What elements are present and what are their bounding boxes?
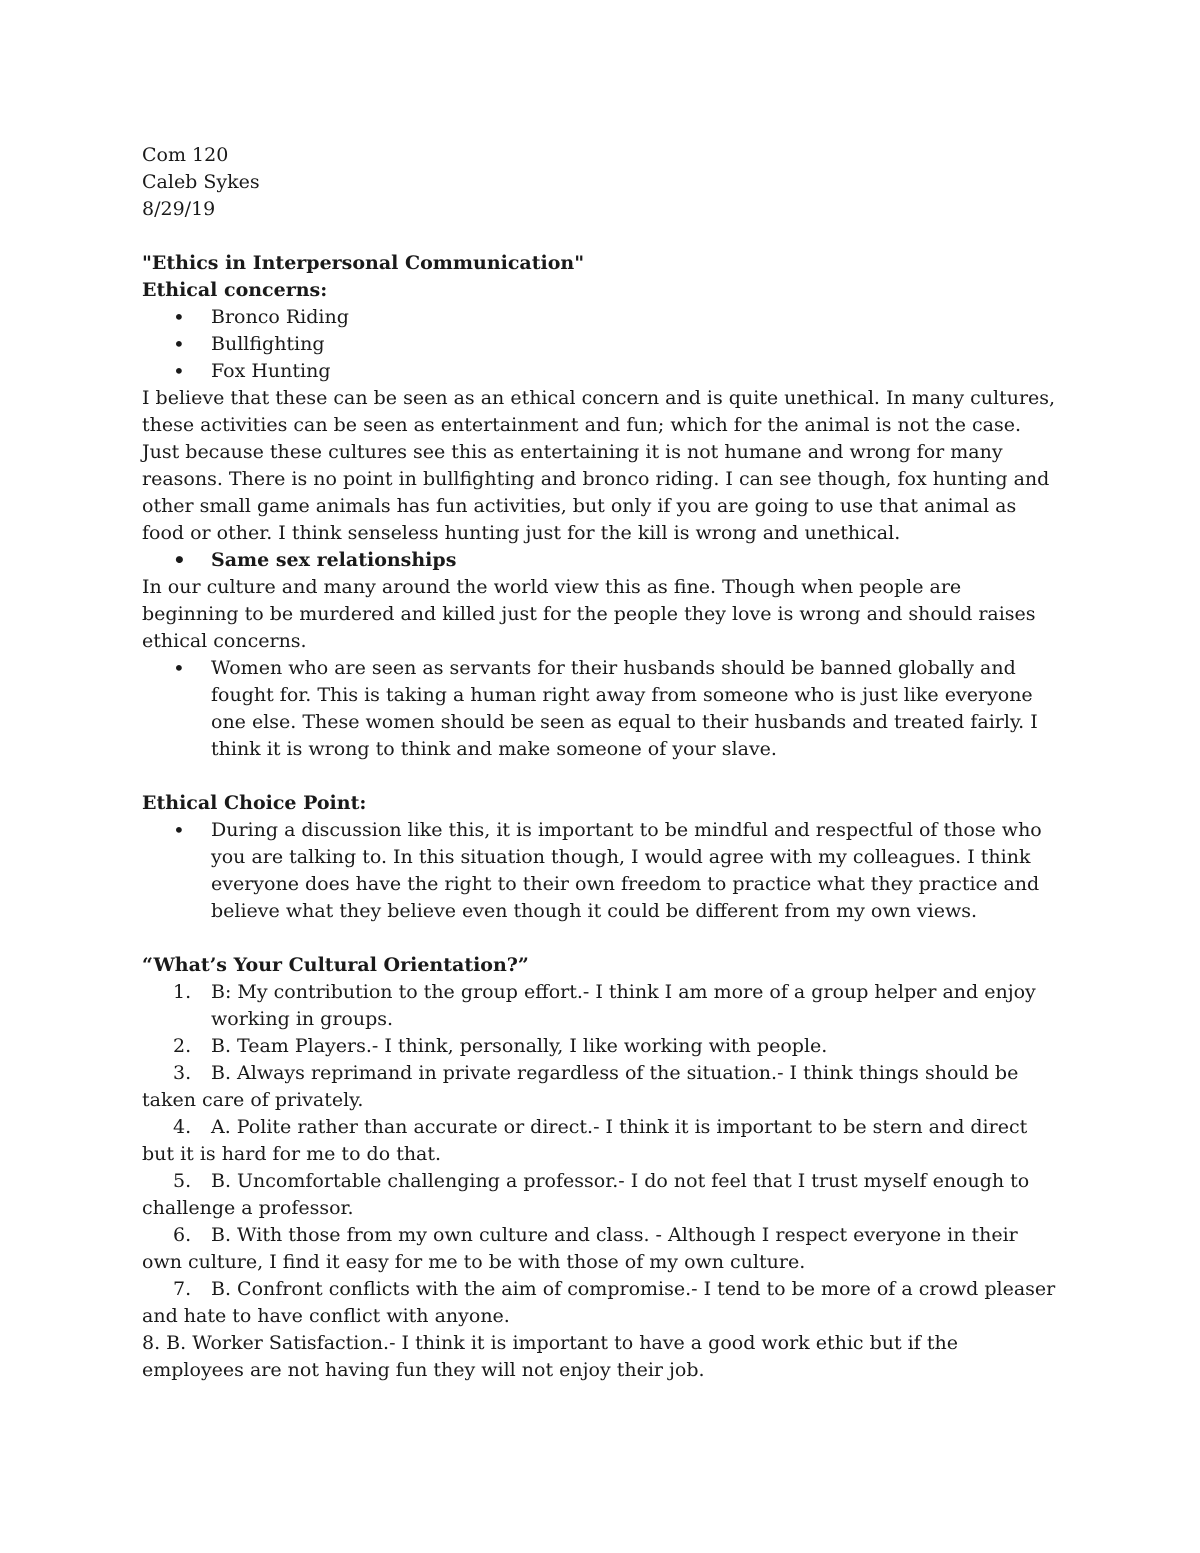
item-text: B. Uncomfortable challenging a professor.- I do not feel that I trust myself enough to challenge a professor. [142, 1170, 1030, 1219]
item-number: 6. [173, 1224, 192, 1246]
women-bullet: • Women who are seen as servants for their husbands should be banned globally and fought for. This is taking a human right away from someone who is just like everyone one else. These women should be seen as equal to their husbands and treated fairly. I think it is wrong to think and make someone of your slave. [142, 655, 1062, 763]
item-text: B. Always reprimand in private regardless of the situation.- I think things should be taken care of privately. [142, 1062, 1019, 1111]
same-sex-list [142, 547, 1062, 574]
document-date: 8/29/19 [142, 198, 216, 220]
item-text: B: My contribution to the group effort.- I think I am more of a group helper and enjoy working in groups. [211, 981, 1036, 1030]
cultural-answers-list [142, 979, 1062, 1330]
ethics-section-title: "Ethics in Interpersonal Communication" [142, 252, 585, 274]
item-text: B. Confront conflicts with the aim of compromise.- I tend to be more of a crowd pleaser and hate to have conflict with anyone. [142, 1278, 1056, 1327]
choice-point-list [142, 817, 1062, 925]
list-item [142, 1222, 1062, 1276]
item-number: 4. [173, 1116, 192, 1138]
list-item: • Bullfighting [142, 331, 1062, 358]
item-number: 2. [173, 1035, 192, 1057]
women-list [142, 655, 1062, 763]
concerns-list [142, 304, 1062, 385]
final-item: 8. B. Worker Satisfaction.- I think it is important to have a good work ethic but if the employees are not having fun they will not enjoy their job. [142, 1332, 958, 1381]
document-page [142, 142, 1062, 1384]
spacer [142, 223, 1062, 250]
same-sex-heading: • Same sex relationships [142, 547, 1062, 574]
list-item: • Bronco Riding [142, 304, 1062, 331]
list-item [142, 1033, 1062, 1060]
list-item [142, 1060, 1062, 1114]
list-item [142, 1276, 1062, 1330]
item-number: 1. [173, 981, 192, 1003]
author-name: Caleb Sykes [142, 171, 260, 193]
choice-point-heading: Ethical Choice Point: [142, 792, 367, 814]
item-text: B. Team Players.- I think, personally, I like working with people. [211, 1035, 828, 1057]
same-sex-paragraph: In our culture and many around the world view this as fine. Though when people are beginning to be murdered and killed just for the people they love is wrong and should raises ethical concerns. [142, 576, 1036, 652]
cultural-section-title: “What’s Your Cultural Orientation?” [142, 954, 529, 976]
list-item [142, 979, 1062, 1033]
choice-point-bullet: • During a discussion like this, it is important to be mindful and respectful of those who you are talking to. In this situation though, I would agree with my colleagues. I think everyone does have the right to their own freedom to practice what they practice and believe what they believe even though it could be different from my own views. [142, 817, 1062, 925]
item-number: 3. [173, 1062, 192, 1084]
item-text: B. With those from my own culture and class. - Although I respect everyone in their own culture, I find it easy for me to be with those of my own culture. [142, 1224, 1018, 1273]
item-number: 5. [173, 1170, 192, 1192]
list-item: • Fox Hunting [142, 358, 1062, 385]
course-name: Com 120 [142, 144, 229, 166]
spacer [142, 925, 1062, 952]
item-number: 7. [173, 1278, 192, 1300]
concerns-paragraph: I believe that these can be seen as an ethical concern and is quite unethical. In many cultures, these activities can be seen as entertainment and fun; which for the animal is not the case. Just because these cultures see this as entertaining it is not humane and wrong for many reasons. There is no point in bullfighting and bronco riding. I can see though, fox hunting and other small game animals has fun activities, but only if you are going to use that animal as food or other. I think senseless hunting just for the kill is wrong and unethical. [142, 387, 1056, 544]
list-item [142, 1168, 1062, 1222]
spacer [142, 763, 1062, 790]
ethical-concerns-heading: Ethical concerns: [142, 279, 328, 301]
item-text: A. Polite rather than accurate or direct.- I think it is important to be stern and direct but it is hard for me to do that. [142, 1116, 1028, 1165]
list-item [142, 1114, 1062, 1168]
